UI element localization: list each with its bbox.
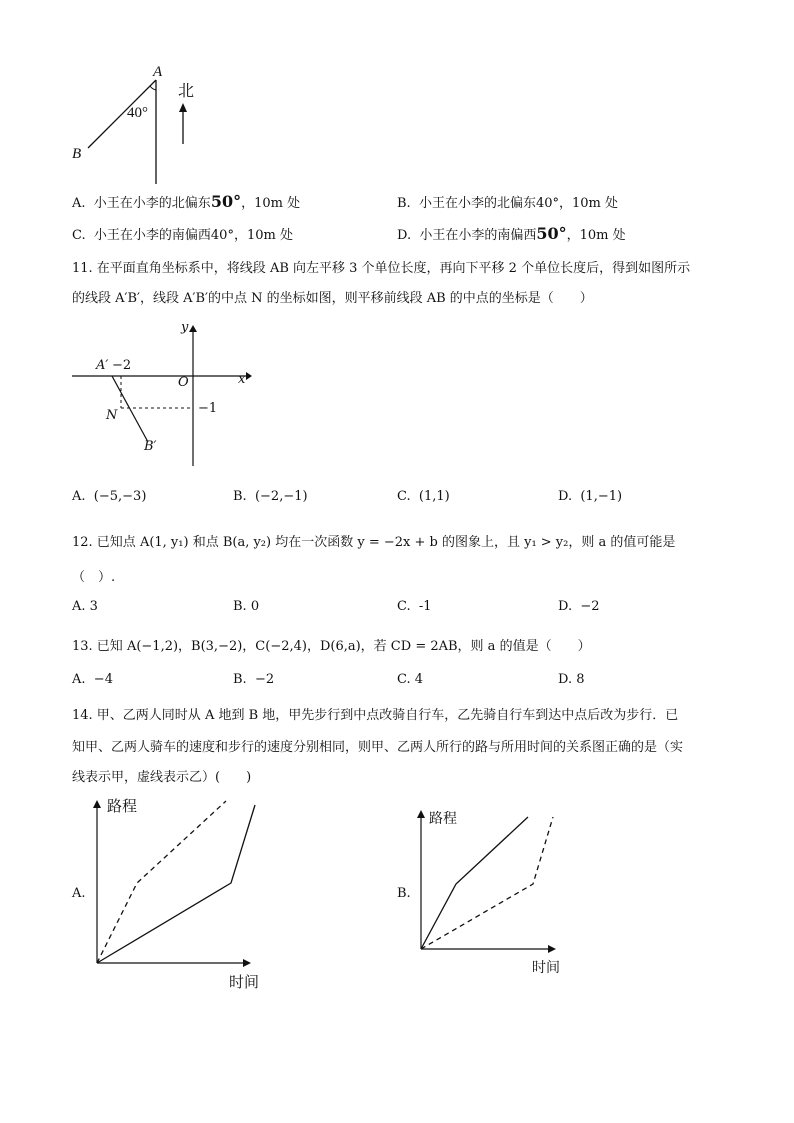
q11-fig-label-neg1: −1	[198, 401, 218, 416]
q12-option-b[interactable]: B. 0	[233, 599, 260, 614]
graph-b-ylabel: 路程	[429, 811, 457, 827]
graph-b-x-arrow-icon	[548, 945, 556, 953]
q10-option-d[interactable]: D. 小王在小李的南偏西50°，10m 处	[397, 224, 626, 243]
q13-option-a[interactable]: A. −4	[72, 672, 113, 687]
graph-b-y-arrow-icon	[417, 810, 425, 818]
q11-option-a[interactable]: A. (−5,−3)	[72, 489, 147, 504]
x-axis-arrow-icon	[246, 372, 252, 380]
q11-fig-label-a-prime: A′	[96, 358, 109, 373]
q11-option-b[interactable]: B. (−2,−1)	[233, 489, 308, 504]
graph-b-solid-line	[421, 817, 528, 949]
q11-fig-label-neg2: −2	[112, 358, 132, 373]
graph-a-y-arrow-icon	[93, 800, 101, 808]
north-label: 北	[178, 83, 195, 100]
q11-text-line1: 11. 在平面直角坐标系中，将线段 AB 向左平移 3 个单位长度，再向下平移 2 个单位长度后，得到如图所示	[72, 261, 691, 276]
graph-a-dashed-line	[97, 801, 226, 963]
q11-option-d[interactable]: D. (1,−1)	[558, 489, 623, 504]
q11-fig-label-n: N	[106, 408, 118, 423]
q13-option-b[interactable]: B. −2	[233, 672, 275, 687]
y-axis-arrow-icon	[189, 325, 197, 332]
graph-b-dashed-line	[421, 817, 553, 949]
q11-text-line2: 的线段 A′B′，线段 A′B′的中点 N 的坐标如图，则平移前线段 AB 的中点的坐标是（ ）	[72, 291, 593, 306]
graph-b-xlabel: 时间	[532, 960, 560, 976]
q12-option-d[interactable]: D. −2	[558, 599, 600, 614]
q12-text-line2: （ ）.	[72, 570, 116, 585]
label-b: B	[72, 146, 82, 162]
q14-text-line1: 14. 甲、乙两人同时从 A 地到 B 地，甲先步行到中点改骑自行车，乙先骑自行车到达中点后改为步行．已	[72, 708, 679, 723]
q11-fig-label-b-prime: B′	[144, 439, 157, 454]
q13-option-c[interactable]: C. 4	[397, 672, 424, 687]
label-a: A	[153, 64, 163, 80]
q11-fig-label-x: x	[238, 372, 246, 387]
q14-text-line2: 知甲、乙两人骑车的速度和步行的速度分别相同，则甲、乙两人所行的路与所用时间的关系图正确的是（实	[72, 740, 684, 755]
graph-a-xlabel: 时间	[229, 973, 260, 991]
q13-text-line1: 13. 已知 A(−1,2)，B(3,−2)，C(−2,4)，D(6,a)，若 CD = 2AB，则 a 的值是（ ）	[72, 639, 591, 654]
q12-option-c[interactable]: C. -1	[397, 599, 432, 614]
q11-coordinate-figure	[0, 0, 794, 200]
angle-label: 40°	[127, 105, 148, 121]
q12-text-line1: 12. 已知点 A(1, y₁) 和点 B(a, y₂) 均在一次函数 y = −2x + b 的图象上，且 y₁ > y₂，则 a 的值可能是	[72, 535, 676, 550]
q10-option-b[interactable]: B. 小王在小李的北偏东40°，10m 处	[397, 196, 619, 211]
graph-a-ylabel: 路程	[107, 797, 138, 815]
graph-a-letter[interactable]: A.	[72, 886, 86, 901]
q11-fig-label-o: O	[178, 375, 189, 390]
q11-fig-label-y: y	[181, 320, 189, 335]
q10-option-c[interactable]: C. 小王在小李的南偏西40°，10m 处	[72, 228, 293, 243]
q11-option-c[interactable]: C. (1,1)	[397, 489, 450, 504]
graph-a-x-arrow-icon	[243, 959, 251, 967]
q12-option-a[interactable]: A. 3	[72, 599, 98, 614]
graph-b-letter[interactable]: B.	[397, 886, 411, 901]
q13-option-d[interactable]: D. 8	[558, 672, 585, 687]
segment-a-prime-b-prime	[112, 376, 148, 442]
graph-a-solid-line	[97, 805, 255, 963]
q14-text-line3: 线表示甲，虚线表示乙）( )	[72, 770, 252, 785]
q10-option-a[interactable]: A. 小王在小李的北偏东50°，10m 处	[72, 192, 301, 211]
